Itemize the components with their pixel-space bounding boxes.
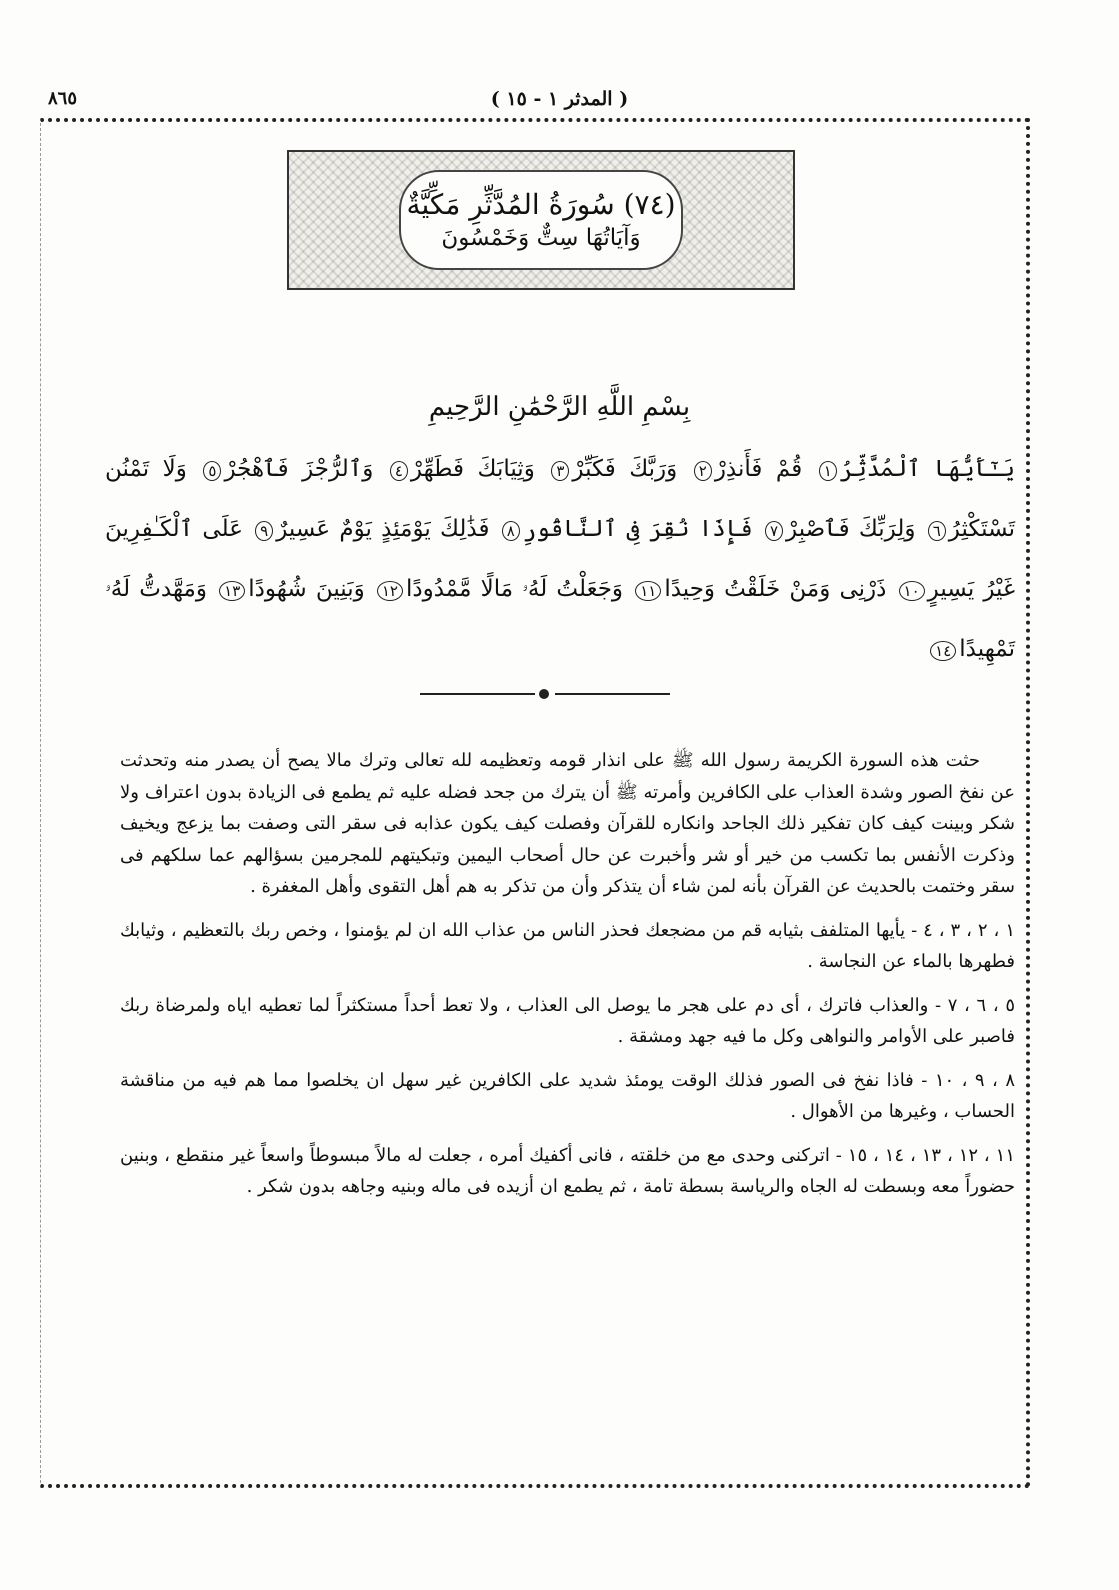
quran-verses <box>105 440 1015 680</box>
verse-number: ٨ <box>502 521 520 541</box>
divider-line <box>555 693 670 695</box>
verse-number: ١١ <box>635 581 661 601</box>
verse-number: ١٣ <box>219 581 245 601</box>
commentary-paragraph: ١ ، ٢ ، ٣ ، ٤ - يأيها المتلفف بثيابه قم من مضجعك فحذر الناس من عذاب الله ان لم يؤمنوا ، وخص ربك بالتعظيم ، وثيابك فطهرها بالماء عن النجاسة . <box>120 919 1015 972</box>
verse-number: ١٠ <box>899 581 925 601</box>
verse: يَـٰٓأَيُّهَا ٱلْمُدَّثِّرُ١ <box>816 456 1015 482</box>
surah-banner <box>287 150 795 290</box>
verse: وَبَنِينَ شُهُودًا١٣ <box>216 576 365 602</box>
verse: وَٱلرُّجْزَ فَٱهْجُرْ٥ <box>200 456 373 482</box>
verse-number: ١٢ <box>377 581 403 601</box>
verse-number: ٣ <box>551 461 569 481</box>
commentary-intro: حثت هذه السورة الكريمة رسول الله ﷺ على انذار قومه وتعظيمه لله تعالى وترك مالا يصح أن يصدر منه وتحدثت عن نفخ الصور وشدة العذاب على الكافرين وأمرته ﷺ أن يترك من جحد فضله عليه ثم يطمع فى الزيادة بدون اعتراف ولا شكر وبينت كيف كان تفكير ذلك الجاحد وانكاره للقرآن وفصلت كيف يكون عذابه فى سقر التى وصفت بما يزعج ويخيف وذكرت الأنفس بما تكسب من خير أو شر وأخبرت عن حال أصحاب اليمين وتبكيتهم للمجرمين بسؤالهم عما سلكهم فى سقر وختمت بالحديث عن القرآن بأنه لمن شاء أن يتذكر وأن من تذكر به هم أهل التقوى وأهل المغفرة . <box>120 750 1015 897</box>
chapter-reference: ( المدثر ١ - ١٥ ) <box>490 88 629 110</box>
verse: وَثِيَابَكَ فَطَهِّرْ٤ <box>387 456 535 482</box>
surah-title: (٧٤) سُورَةُ المُدَّثِّرِ مَكِّيَّةٌ <box>406 188 676 221</box>
verse-number: ٢ <box>694 461 712 481</box>
verse: وَرَبَّكَ فَكَبِّرْ٣ <box>548 456 677 482</box>
commentary-paragraph: ٨ ، ٩ ، ١٠ - فاذا نفخ فى الصور فذلك الوقت يومئذ شديد على الكافرين غير سهل ان يخلصوا مما هم فيه من مناقشة الحساب ، وغيرها من الأهوال . <box>120 1069 1015 1122</box>
commentary-paragraph: ١١ ، ١٢ ، ١٣ ، ١٤ ، ١٥ - اتركنى وحدى مع من خلقته ، فانى أكفيك أمره ، جعلت له مالاً مبسوطاً واسعاً غير منقطع ، وبنين حضوراً معه وبسطت له الجاه والرياسة بسطة تامة ، ثم يطمع ان أزيده فى ماله وبنيه وجاهه بدون شكر . <box>120 1144 1015 1197</box>
page-header <box>40 88 1079 114</box>
divider-dot <box>539 689 549 699</box>
section-divider <box>420 688 670 700</box>
verse: وَلَا تَمْنُن تَسْتَكْثِرُ٦ <box>105 456 1015 542</box>
verse: ذَرْنِى وَمَنْ خَلَقْتُ وَحِيدًا١١ <box>632 576 886 602</box>
verse-number: ٧ <box>765 521 783 541</box>
commentary-paragraph: ٥ ، ٦ ، ٧ - والعذاب فاترك ، أى دم على هجر ما يوصل الى العذاب ، ولا تعط أحداً مستكثراً لما تعطيه اياه ولمرضاة ربك فاصبر على الأوامر والنواهى وكل ما فيه جهد ومشقة . <box>120 994 1015 1047</box>
surah-banner-cartouche <box>399 170 683 270</box>
verse-number: ١ <box>819 461 837 481</box>
commentary <box>120 745 1015 1215</box>
verse: عَلَى ٱلْكَـٰفِرِينَ غَيْرُ يَسِيرٍ١٠ <box>105 516 1016 602</box>
verse-number: ٩ <box>255 521 273 541</box>
verse-number: ٥ <box>203 461 221 481</box>
basmala: بِسْمِ اللَّهِ الرَّحْمَٰنِ الرَّحِيمِ <box>428 392 691 422</box>
verse-number: ٦ <box>928 521 946 541</box>
verse: وَجَعَلْتُ لَهُۥ مَالًا مَّمْدُودًا١٢ <box>374 576 623 602</box>
verse: قُمْ فَأَنذِرْ٢ <box>691 456 802 482</box>
surah-verse-count: وَآيَاتُهَا سِتٌّ وَخَمْسُونَ <box>441 225 641 251</box>
verse-number: ٤ <box>390 461 408 481</box>
verse: وَمَهَّدتُّ لَهُۥ تَمْهِيدًا١٤ <box>105 576 1015 662</box>
verse: فَإِذَا نُقِرَ فِى ٱلنَّاقُورِ٨ <box>499 516 753 542</box>
divider-line <box>420 693 535 695</box>
verse-number: ١٤ <box>930 641 956 661</box>
verse: فَذَٰلِكَ يَوْمَئِذٍ يَوْمٌ عَسِيرٌ٩ <box>252 516 489 542</box>
page-number: ٨٦٥ <box>48 88 78 109</box>
verse: وَلِرَبِّكَ فَٱصْبِرْ٧ <box>762 516 916 542</box>
